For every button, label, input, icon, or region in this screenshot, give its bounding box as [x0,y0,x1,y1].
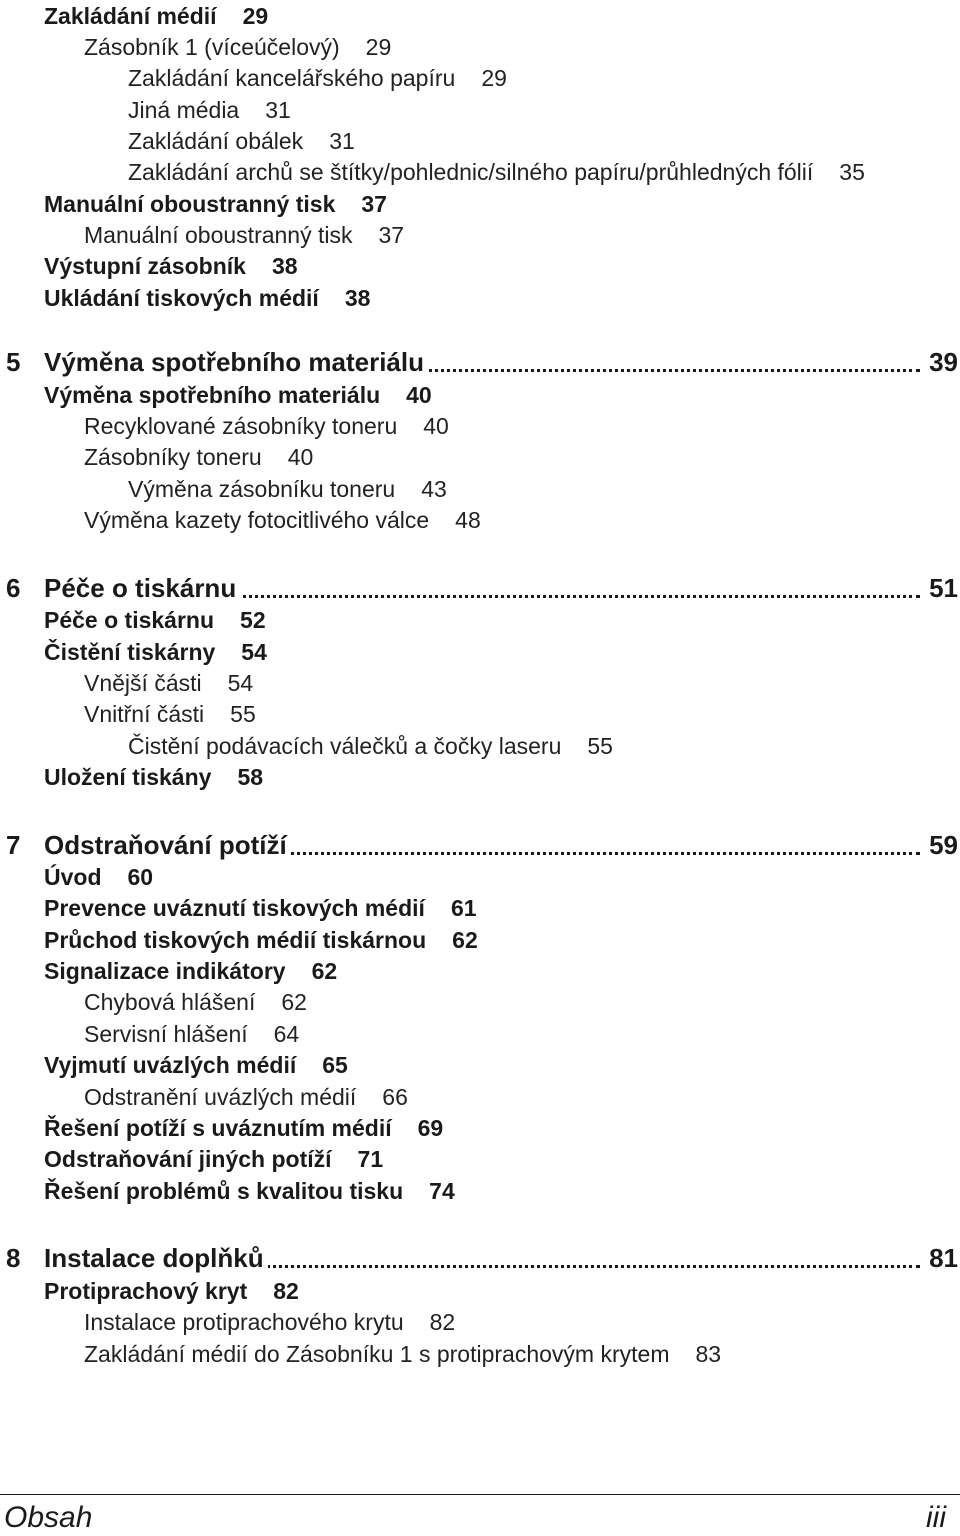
toc-entry-title: Zakládání obálek [128,128,304,154]
toc-entry[interactable] [0,219,960,251]
toc-entry-title: Zakládání médií do Zásobníku 1 s protiprachovým krytem [84,1341,670,1367]
toc-entry-page: 55 [230,701,256,727]
toc-entry[interactable] [0,473,960,505]
toc-entry-page: 62 [452,927,478,953]
toc-entry-page: 31 [265,97,291,123]
toc-entry[interactable] [0,1081,960,1113]
toc-entry-title: Servisní hlášení [84,1021,248,1047]
chapter-heading[interactable] [0,344,960,380]
chapter-title: Péče o tiskárnu [44,570,240,606]
footer-page-number: iii [926,1501,946,1534]
toc-entry-page: 40 [423,413,449,439]
chapter-title: Výměna spotřebního materiálu [44,344,428,380]
toc-entry-title: Péče o tiskárnu [44,607,215,633]
toc-entry[interactable] [0,250,960,282]
footer-rule [0,1494,960,1495]
toc-entry[interactable] [0,1112,960,1144]
toc-entry-page: 74 [429,1178,455,1204]
toc-entry-title: Manuální oboustranný tisk [44,191,336,217]
toc-entry-page: 71 [357,1146,384,1172]
toc-entry-page: 66 [382,1084,408,1110]
toc-entry[interactable] [0,1275,960,1307]
chapter-number: 7 [6,830,21,860]
toc-entry-page: 29 [365,34,392,60]
toc-entry-page: 54 [227,670,254,696]
chapter-heading[interactable] [0,1240,960,1276]
chapter-page: 59 [925,827,958,863]
toc-entry[interactable] [0,861,960,893]
toc-entry[interactable] [0,892,960,924]
toc-entry[interactable] [0,761,960,793]
chapter-number: 8 [6,1243,21,1273]
toc-entry-page: 55 [587,733,613,759]
toc-entry-title: Úvod [44,864,102,890]
toc-entry-page: 38 [271,253,298,279]
chapter-page: 39 [925,344,958,380]
toc-entry[interactable] [0,410,960,442]
toc-entry-title: Řešení problémů s kvalitou tisku [44,1178,404,1204]
toc-entry-title: Řešení potíží s uváznutím médií [44,1115,392,1141]
chapter-page: 51 [925,570,958,606]
toc-entry-title: Prevence uváznutí tiskových médií [44,895,425,921]
toc-entry-title: Vnější části [84,670,202,696]
toc-entry[interactable] [0,636,960,668]
toc-entry[interactable] [0,924,960,956]
toc-entry-page: 82 [273,1278,299,1304]
toc-entry-title: Výměna zásobníku toneru [128,476,396,502]
footer-section-name: Obsah [4,1501,93,1534]
toc-entry-page: 48 [455,507,481,533]
toc-entry-page: 64 [273,1021,300,1047]
toc-entry-title: Zásobník 1 (víceúčelový) [84,34,340,60]
toc-entry[interactable] [0,1338,960,1370]
toc-entry[interactable] [0,156,960,188]
toc-entry-page: 58 [237,764,264,790]
chapter-title: Instalace doplňků [44,1240,268,1276]
toc-entry-page: 43 [421,476,447,502]
toc-entry-page: 40 [287,444,314,470]
toc-entry-title: Zakládání kancelářského papíru [128,65,456,91]
toc-entry-title: Chybová hlášení [84,989,256,1015]
toc-entry-title: Výstupní zásobník [44,253,246,279]
toc-entry[interactable] [0,504,960,536]
toc-entry[interactable] [0,730,960,762]
toc-entry-page: 62 [281,989,307,1015]
toc-entry[interactable] [0,94,960,126]
chapter-number: 6 [6,573,21,603]
toc-entry-page: 54 [241,639,267,665]
toc-entry-title: Signalizace indikátory [44,958,286,984]
toc-entry-title: Recyklované zásobníky toneru [84,413,398,439]
toc-entry-page: 83 [695,1341,722,1367]
toc-entry[interactable] [0,62,960,94]
toc-entry-title: Vyjmutí uvázlých médií [44,1052,297,1078]
toc-entry[interactable] [0,1018,960,1050]
toc-entry[interactable] [0,31,960,63]
toc-entry-title: Manuální oboustranný tisk [84,222,353,248]
toc-entry-page: 62 [311,958,338,984]
toc-entry-title: Protiprachový kryt [44,1278,248,1304]
toc-entry-title: Čistění tiskárny [44,639,216,665]
toc-entry[interactable] [0,986,960,1018]
toc-entry-title: Uložení tiskány [44,764,212,790]
toc-entry-page: 65 [322,1052,348,1078]
toc-entry-title: Instalace protiprachového krytu [84,1309,404,1335]
chapter-page: 81 [925,1240,958,1276]
chapter-heading[interactable] [0,570,960,606]
toc-entry-page: 52 [240,607,266,633]
toc-entry-title: Jiná média [128,97,240,123]
toc-entry[interactable] [0,1175,960,1207]
toc-entry-page: 37 [361,191,387,217]
toc-entry[interactable] [0,188,960,220]
toc-entry-title: Odstranění uvázlých médií [84,1084,357,1110]
toc-entry-page: 37 [378,222,405,248]
toc-entry-title: Vnitřní části [84,701,205,727]
toc-entry-title: Zásobníky toneru [84,444,262,470]
toc-entry-page: 61 [450,895,477,921]
toc-entry[interactable] [0,441,960,473]
toc-entry[interactable] [0,955,960,987]
toc-entry-title: Ukládání tiskových médií [44,285,319,311]
toc-entry-title: Průchod tiskových médií tiskárnou [44,927,427,953]
toc-entry-page: 82 [429,1309,456,1335]
toc-entry-title: Čistění podávacích válečků a čočky laseru [128,733,562,759]
toc-entry-page: 69 [417,1115,444,1141]
toc-entry-page: 38 [344,285,371,311]
toc-entry[interactable] [0,379,960,411]
toc-entry[interactable] [0,604,960,636]
toc-entry[interactable] [0,1049,960,1081]
toc-entry[interactable] [0,667,960,699]
toc-entry-title: Výměna kazety fotocitlivého válce [84,507,430,533]
toc-entry-page: 29 [242,3,269,29]
toc-entry[interactable] [0,1143,960,1175]
toc-entry[interactable] [0,282,960,314]
toc-entry[interactable] [0,125,960,157]
toc-entry[interactable] [0,1306,960,1338]
chapter-number: 5 [6,347,21,377]
chapter-title: Odstraňování potíží [44,827,291,863]
toc-entry-page: 60 [127,864,154,890]
toc-entry-title: Výměna spotřebního materiálu [44,382,381,408]
toc-entry-page: 35 [839,159,865,185]
toc-entry-title: Odstraňování jiných potíží [44,1146,332,1172]
toc-entry-page: 29 [481,65,507,91]
toc-entry-page: 40 [406,382,432,408]
toc-entry[interactable] [0,0,960,32]
toc-entry[interactable] [0,698,960,730]
toc-entry-title: Zakládání médií [44,3,217,29]
chapter-heading[interactable] [0,827,960,863]
toc-entry-title: Zakládání archů se štítky/pohlednic/silného papíru/průhledných fólií [128,159,814,185]
toc-entry-page: 31 [329,128,355,154]
